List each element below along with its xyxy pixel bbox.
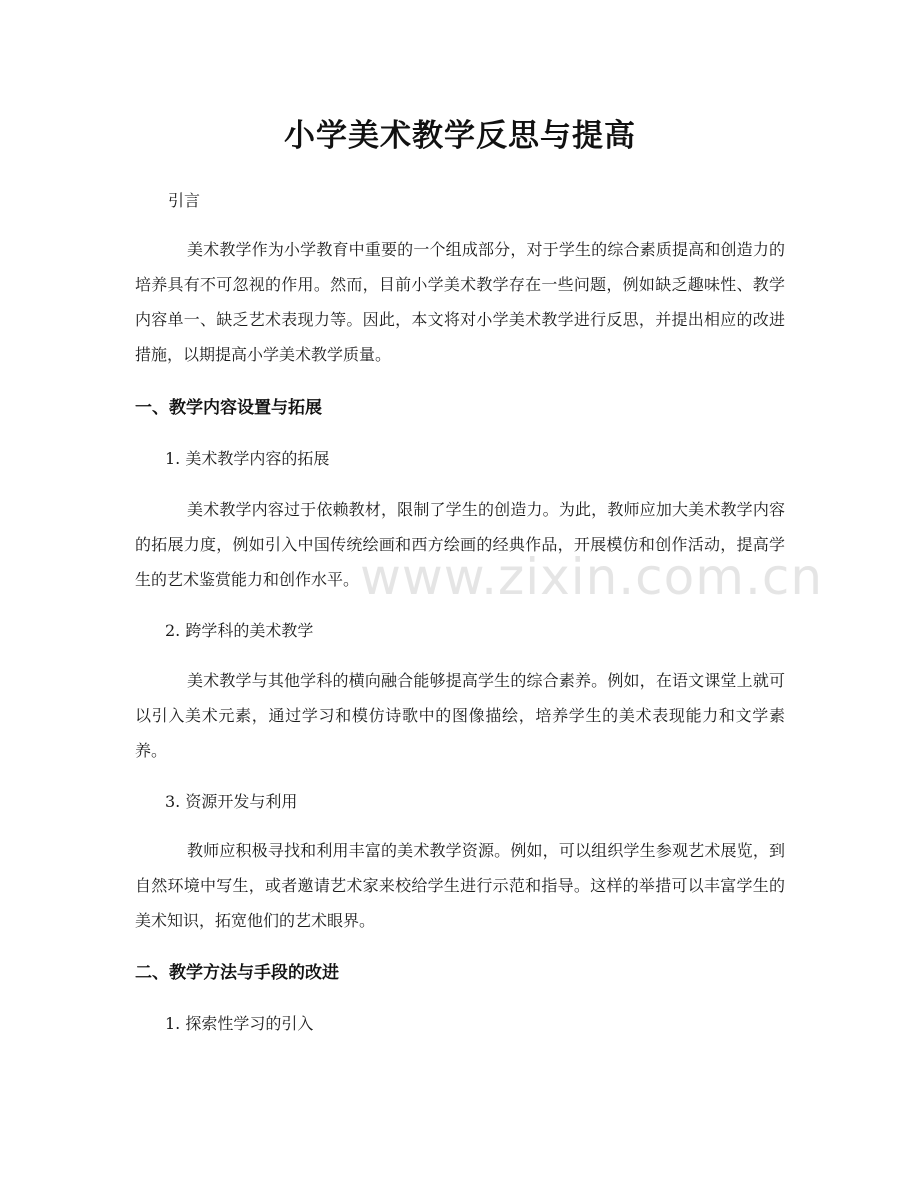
watermark: www.zixin.com.cn xyxy=(360,548,824,606)
section-1-item-3-text: 教师应积极寻找和利用丰富的美术教学资源。例如，可以组织学生参观艺术展览，到自然环境中写生，或者邀请艺术家来校给学生进行示范和指导。这样的举措可以丰富学生的美术知识，拓宽他们的艺术眼界。 xyxy=(135,841,785,930)
section-1-heading: 一、教学内容设置与拓展 xyxy=(135,398,322,418)
section-1-item-1-label: 1. 美术教学内容的拓展 xyxy=(165,449,330,468)
section-1-item-1-text: 美术教学内容过于依赖教材，限制了学生的创造力。为此，教师应加大美术教学内容的拓展力度，例如引入中国传统绘画和西方绘画的经典作品，开展模仿和创作活动，提高学生的艺术鉴赏能力和创作水平。 xyxy=(135,500,785,589)
section-2-heading: 二、教学方法与手段的改进 xyxy=(135,963,339,983)
section-2-item-1-label: 1. 探索性学习的引入 xyxy=(165,1014,314,1033)
section-1-item-2-label: 2. 跨学科的美术教学 xyxy=(165,621,314,640)
document-title: 小学美术教学反思与提高 xyxy=(284,118,636,154)
intro-label: 引言 xyxy=(168,191,201,210)
section-1-item-2-text: 美术教学与其他学科的横向融合能够提高学生的综合素养。例如，在语文课堂上就可以引入美术元素，通过学习和模仿诗歌中的图像描绘，培养学生的美术表现能力和文学素养。 xyxy=(135,671,785,760)
section-1-item-3-label: 3. 资源开发与利用 xyxy=(165,792,298,811)
intro-paragraph: 美术教学作为小学教育中重要的一个组成部分，对于学生的综合素质提高和创造力的培养具有不可忽视的作用。然而，目前小学美术教学存在一些问题，例如缺乏趣味性、教学内容单一、缺乏艺术表现力等。因此，本文将对小学美术教学进行反思，并提出相应的改进措施，以期提高小学美术教学质量。 xyxy=(135,240,785,364)
